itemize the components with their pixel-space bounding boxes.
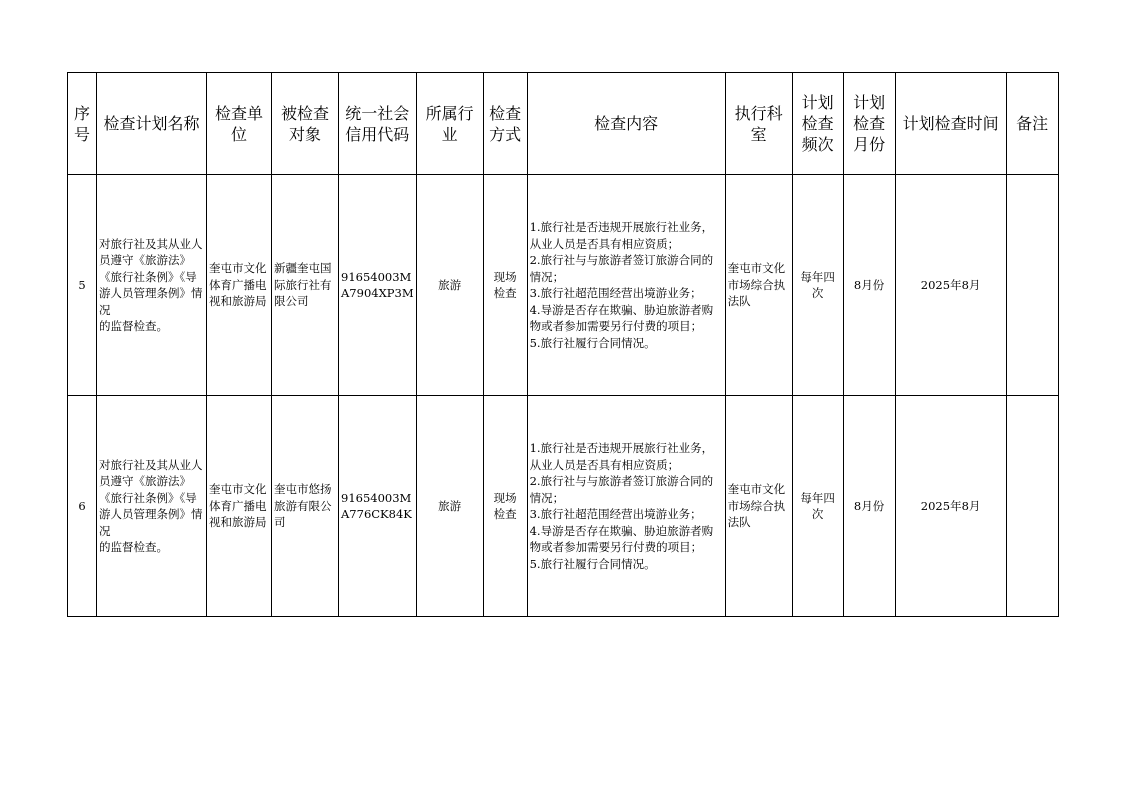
content-item: 5.旅行社履行合同情况。 [529,335,656,350]
credit-code-line: A776CK84K [341,507,412,521]
cell-credit-code [339,175,417,396]
content-item: 2.旅行社与与旅游者签订旅游合同的情况； [529,474,714,505]
content-item: 4.导游是否存在欺骗、胁迫旅游者购物或者参加需要另行付费的项目； [529,302,714,333]
cell-industry: 旅游 [416,175,483,396]
header-method: 检查方式 [483,73,527,175]
header-department: 执行科室 [725,73,792,175]
cell-method: 现场检查 [483,396,527,617]
cell-time: 2025年8月 [895,396,1006,617]
cell-credit-code [339,396,417,617]
content-item: 3.旅行社超范围经营出境游业务； [529,286,702,300]
cell-remark [1006,396,1058,617]
header-content: 检查内容 [527,73,725,175]
cell-plan-name: 对旅行社及其从业人员遵守《旅游法》《旅行社条例》《导游人员管理条例》情况 的监督检查。 [97,175,207,396]
table-row [68,175,1059,396]
cell-unit: 奎屯市文化体育广播电视和旅游局 [207,396,272,617]
cell-month: 8月份 [843,175,895,396]
header-unit: 检查单位 [207,73,272,175]
cell-plan-name: 对旅行社及其从业人员遵守《旅游法》《旅行社条例》《导游人员管理条例》情况 的监督检查。 [97,396,207,617]
cell-industry: 旅游 [416,396,483,617]
header-frequency: 计划检查频次 [792,73,843,175]
cell-month: 8月份 [843,396,895,617]
cell-object: 奎屯市悠扬旅游有限公司 [272,396,339,617]
content-item: 3.旅行社超范围经营出境游业务； [529,507,702,521]
header-seq: 序号 [68,73,97,175]
cell-object: 新疆奎屯国际旅行社有限公司 [272,175,339,396]
credit-code-line: 91654003M [341,269,412,284]
header-remark: 备注 [1006,73,1058,175]
credit-code-line: 91654003M [341,490,412,505]
cell-department: 奎屯市文化市场综合执法队 [725,396,792,617]
cell-time: 2025年8月 [895,175,1006,396]
content-item: 1.旅行社是否违规开展旅行社业务，从业人员是否具有相应资质； [529,220,714,251]
header-plan-name: 检查计划名称 [97,73,207,175]
cell-content [527,396,725,617]
header-industry: 所属行业 [416,73,483,175]
header-object: 被检查对象 [272,73,339,175]
header-time: 计划检查时间 [895,73,1006,175]
cell-unit: 奎屯市文化体育广播电视和旅游局 [207,175,272,396]
cell-content [527,175,725,396]
cell-frequency: 每年四次 [792,396,843,617]
credit-code-line: A7904XP3M [341,286,414,300]
cell-department: 奎屯市文化市场综合执法队 [725,175,792,396]
cell-method: 现场检查 [483,175,527,396]
cell-remark [1006,175,1058,396]
content-item: 1.旅行社是否违规开展旅行社业务，从业人员是否具有相应资质； [529,441,714,472]
content-item: 4.导游是否存在欺骗、胁迫旅游者购物或者参加需要另行付费的项目； [529,523,714,554]
header-credit-code: 统一社会信用代码 [339,73,417,175]
header-row [68,73,1059,175]
inspection-plan-table [67,72,1059,617]
table-row [68,396,1059,617]
cell-seq: 5 [68,175,97,396]
cell-frequency: 每年四次 [792,175,843,396]
header-month: 计划检查月份 [843,73,895,175]
cell-seq: 6 [68,396,97,617]
content-item: 2.旅行社与与旅游者签订旅游合同的情况； [529,253,714,284]
content-item: 5.旅行社履行合同情况。 [529,556,656,571]
